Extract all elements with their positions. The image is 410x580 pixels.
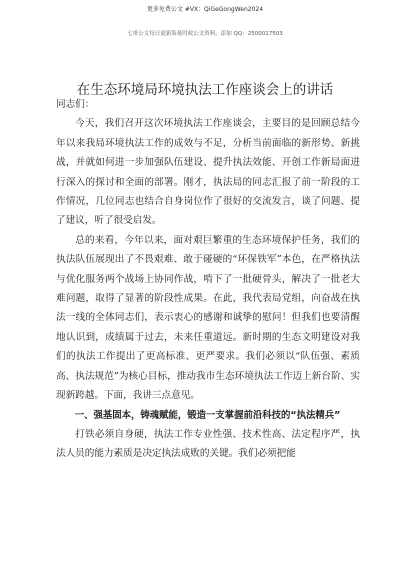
document-title: 在生态环境局环境执法工作座谈会上的讲话 [76,82,334,98]
top-banner: 更多免费公文 #VX：QiGeGongWen2024 [146,6,264,13]
section-paragraph: 打铁必须自身硬，执法工作专业性强、技术性高、法定程序严，执法人员的能力素质是决定执法成败的关键。我们必须把能 [56,428,360,460]
document-body [56,95,360,464]
sub-banner: 七哥公文每日更新海量时政公文资料，添加 QQ：2500017503 [127,31,283,37]
paragraph-2: 总的来看，今年以来，面对艰巨繁重的生态环境保护任务，我们的执法队伍展现出了不畏艰难、敢于碰硬的“环保铁军”本色，在严格执法与优化服务两个战场上协同作战，啃下了一批硬骨头，解决了一批老大难问题，取得了显著的阶段性成果。在此，我代表局党组，向奋战在执法一线的全体同志们，表示衷心的感谢和诚挚的慰问！但我们也要清醒地认识到，成绩属于过去，未来任重道远。新时期的生态文明建设对我们的执法工作提出了更高标准、更严要求。我们必须以“队伍强、素质高、执法规范”为核心目标，推动我市生态环境执法工作迈上新台阶、实现新跨越。下面，我讲三点意见。 [56,234,360,402]
section-heading: 一、强基固本，铸魂赋能，锻造一支掌握前沿科技的“执法精兵” [74,409,341,421]
salutation: 同志们： [56,99,95,110]
paragraph-1: 今天，我们召开这次环境执法工作座谈会，主要目的是回顾总结今年以来我局环境执法工作的成效与不足，分析当前面临的新形势、新挑战，并就如何进一步加强队伍建设、提升执法效能、开创工作新局面进行深入的探讨和全面的部署。刚才，执法局的同志汇报了前一阶段的工作情况，几位同志也结合自身岗位作了很好的交流发言，谈了问题、提了建议，听了很受启发。 [56,118,360,227]
